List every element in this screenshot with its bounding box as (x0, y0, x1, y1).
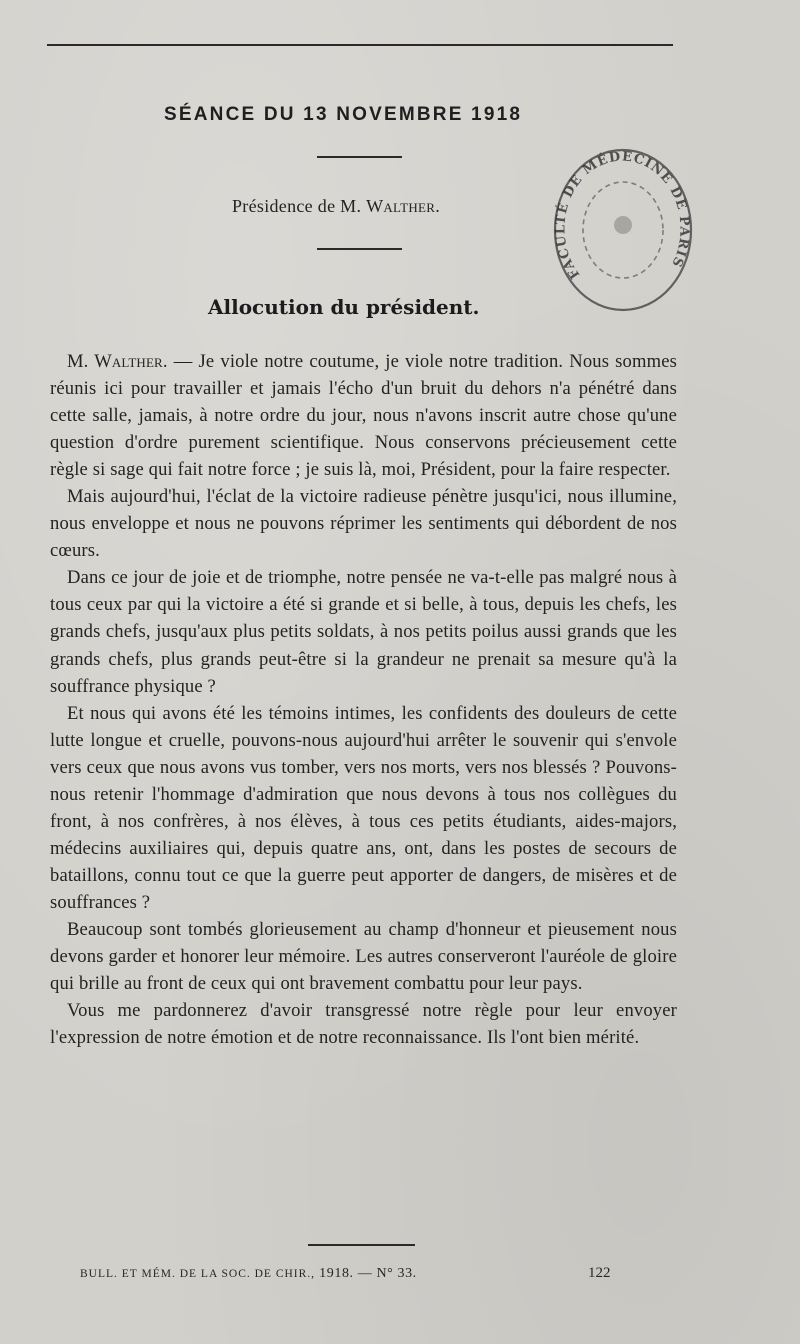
paragraph: Dans ce jour de joie et de triomphe, notre pensée ne va-t-elle pas malgré nous à tous ceux par qui la victoire a été si grande et si belle, à tous, depuis les chefs, les grands chefs, jusqu'aux plus petits soldats, à nos petits poilus aussi grands que les grands chefs, plus grands peut-être si la grandeur ne prenait sa mesure qu'à la souffrance physique ? (50, 567, 677, 697)
allocution-body (50, 348, 677, 1051)
presidence-line (232, 196, 440, 217)
presidence-prefix: Présidence de M. (232, 196, 362, 216)
citation-issue: 1918. — N° 33. (319, 1266, 417, 1281)
paragraph: Vous me pardonnerez d'avoir transgressé notre règle pour leur envoyer l'expression de notre émotion et de notre reconnaissance. Ils l'ont bien mérité. (50, 1000, 677, 1049)
presidence-name: Walther. (366, 196, 441, 216)
session-title: SÉANCE DU 13 NOVEMBRE 1918 (164, 104, 523, 125)
stamp-center-mark (614, 216, 632, 234)
rule-under-title (317, 156, 402, 158)
rule-under-presidence (317, 248, 402, 250)
top-rule (47, 44, 673, 46)
page-number: 122 (588, 1265, 611, 1281)
paragraph: Beaucoup sont tombés glorieusement au champ d'honneur et pieusement nous devons garder et honorer leur mémoire. Les autres conserveront l'auréole de gloire qui brille au front de ceux qui ont bravement combattu pour leur pays. (50, 918, 677, 995)
bottom-rule (308, 1244, 415, 1246)
library-stamp (547, 125, 699, 325)
paragraph: Mais aujourd'hui, l'éclat de la victoire radieuse pénètre jusqu'ici, nous illumine, nous enveloppe et nous ne pouvons réprimer les sentiments qui débordent de nos cœurs. (50, 486, 677, 562)
footer-citation (80, 1266, 417, 1282)
paragraph: Et nous qui avons été les témoins intimes, les confidents des douleurs de cette lutte longue et cruelle, pouvons-nous aujourd'hui arrêter le souvenir qui s'envole vers ceux que nous avons vus tomber, vers nos morts, vers nos blessés ? Pouvons-nous retenir l'hommage d'admiration que nous devons à tous nos collègues du front, à nos confrères, à nos élèves, à tous ces petits étudiants, aides-majors, médecins auxiliaires qui, depuis quatre ans, ont, dans les postes de secours de bataillons, connu tout ce que la guerre peut apporter de dangers, de misères et de souffrances ? (50, 702, 677, 913)
stamp-text: FACULTÉ DE MÉDECINE DE PARIS (553, 149, 692, 282)
paragraph: M. Walther. — Je viole notre coutume, je viole notre tradition. Nous sommes réunis ici pour travailler et jamais l'écho d'un bruit du dehors n'a pénétré dans cette salle, jamais, à notre ordre du jour, nous n'avons inscrit autre chose qu'une question d'ordre purement scientifique. Nous conservons précieusement cette règle si sage qui fait notre force ; je suis là, moi, Président, pour la faire respecter. (50, 351, 678, 481)
section-title: Allocution du président. (208, 295, 480, 319)
citation-journal: BULL. ET MÉM. DE LA SOC. DE CHIR., (80, 1268, 316, 1280)
speaker-name: M. Walther. (67, 351, 168, 372)
